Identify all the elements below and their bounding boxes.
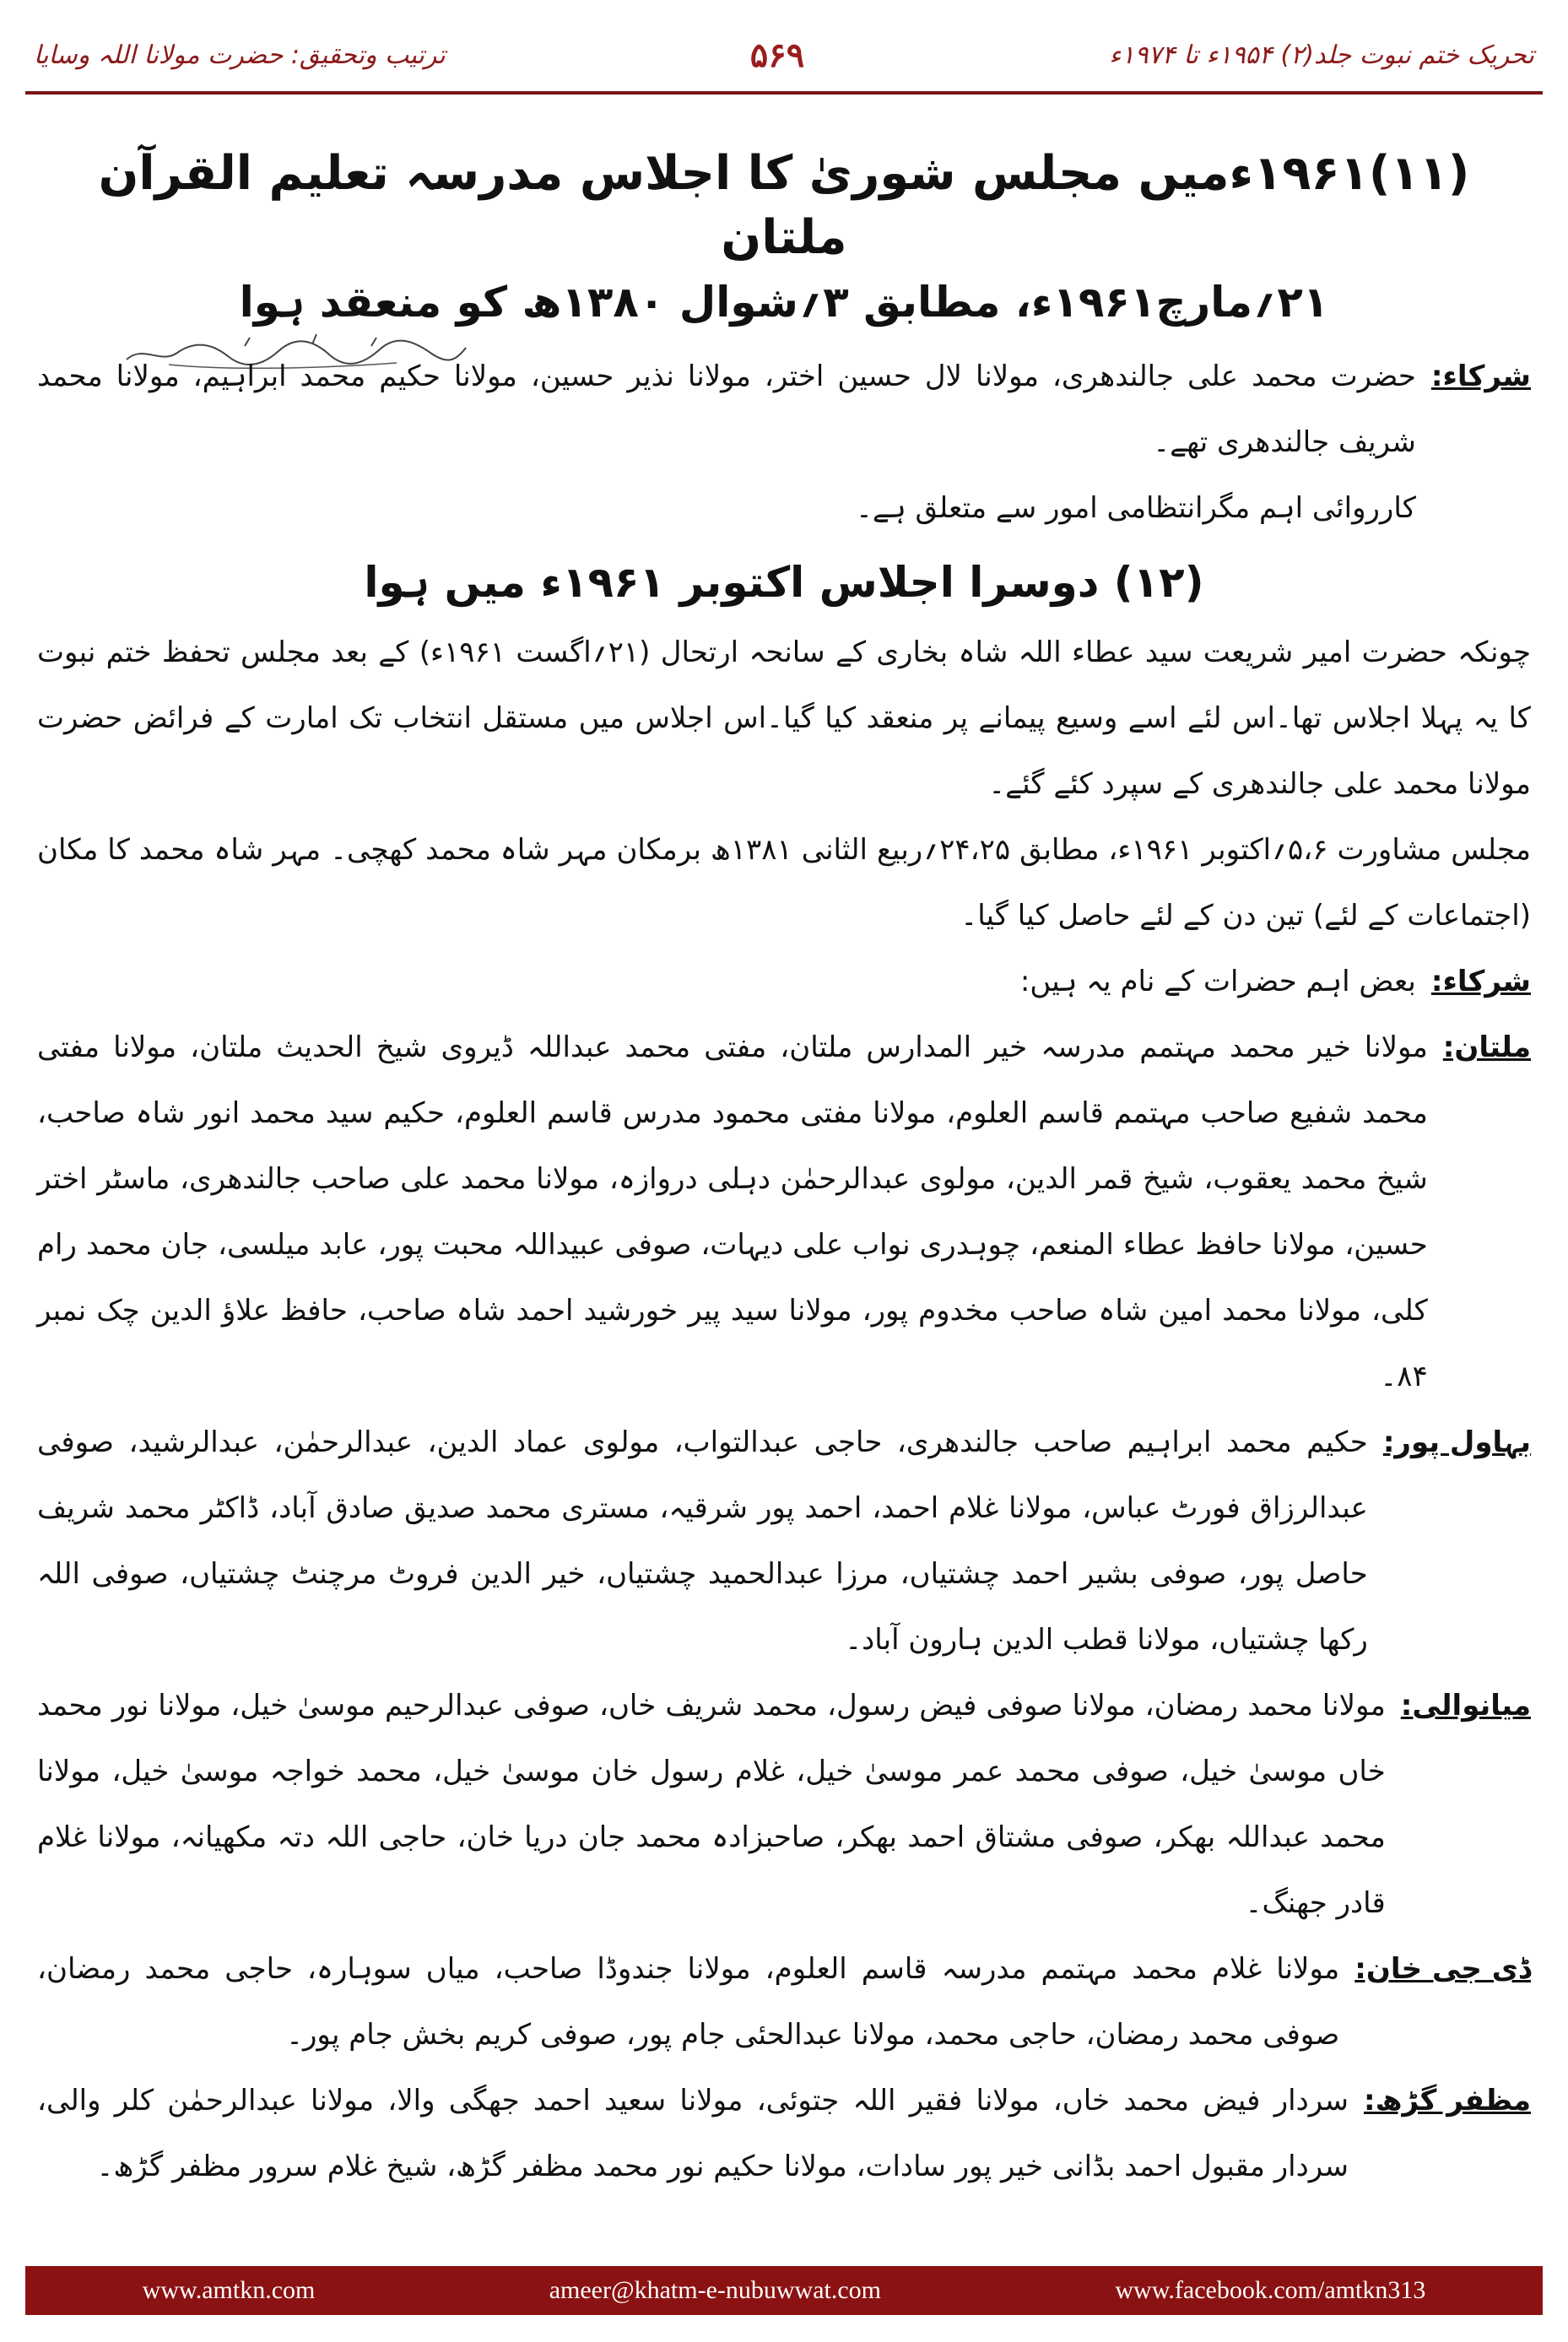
header-divider [25, 91, 1543, 95]
city-label: ڈی جی خان: [1354, 1952, 1531, 1987]
meeting-details-paragraph: مجلس مشاورت ۵،۶؍اکتوبر ۱۹۶۱ء، مطابق ۲۴،۲۵؍ربیع الثانی ۱۳۸۱ھ برمکان مہر شاہ محمد کھچی۔ مہر شاہ محمد کا مکان (اجتماعات کے لئے) تین دن کے لئے حاصل کیا گیا۔ [37, 833, 1531, 933]
page-footer [25, 2266, 1543, 2315]
city-mianwali [37, 1673, 1531, 1936]
section-11-date: ۲۱؍مارچ۱۹۶۱ء، مطابق ۳؍شوال ۱۳۸۰ھ کو منعقد ہوا [239, 278, 1329, 327]
compiler-credit: ترتیب وتحقیق: حضرت مولانا اللہ وسایا [34, 40, 446, 70]
page-number: ۵۶۹ [749, 35, 805, 75]
city-label: بہاول پور: [1382, 1425, 1531, 1460]
city-muzaffargarh [37, 2068, 1531, 2199]
city-names: مولانا محمد رمضان، مولانا صوفی فیض رسول، محمد شریف خاں، صوفی عبدالرحیم موسیٰ خیل، مولانا نور محمد خاں موسیٰ خیل، صوفی محمد عمر موسیٰ خیل، غلام رسول خان موسیٰ خیل، محمد خواجہ موسیٰ خیل، مولانا محمد عبداللہ بھکر، صوفی مشتاق احمد بھکر، صاحبزادہ محمد جان دریا خان، حاجی اللہ دتہ مکھیانہ، مولانا غلام قادر جھنگ۔ [37, 1689, 1386, 1921]
city-label: ملتان: [1442, 1030, 1531, 1065]
participants-label: شرکاء: [1430, 359, 1531, 393]
website-link[interactable]: www.amtkn.com [142, 2276, 316, 2304]
proceedings-note: کارروائی اہم مگرانتظامی امور سے متعلق ہے۔ [855, 490, 1416, 525]
city-label: مظفر گڑھ: [1363, 2084, 1531, 2118]
city-label: میانوالی: [1400, 1689, 1531, 1723]
city-multan [37, 1014, 1531, 1409]
book-title: تحریک ختم نبوت جلد(۲) ۱۹۵۴ء تا ۱۹۷۴ء [1109, 40, 1534, 70]
email-link[interactable]: ameer@khatm-e-nubuwwat.com [549, 2276, 882, 2304]
section-11-heading: (۱۱)۱۹۶۱ءمیں مجلس شوریٰ کا اجلاس مدرسہ تعلیم القرآن ملتان [98, 146, 1470, 265]
city-bahawalpur [37, 1409, 1531, 1673]
participants-section-2 [37, 949, 1531, 1014]
city-names: مولانا غلام محمد مہتمم مدرسہ قاسم العلوم، مولانا جندوڈا صاحب، میاں سوہارہ، حاجی محمد رمضان، صوفی محمد رمضان، حاجی محمد، مولانا عبدالحئی جام پور، صوفی کریم بخش جام پور۔ [37, 1952, 1340, 2053]
participants-intro: بعض اہم حضرات کے نام یہ ہیں: [1019, 965, 1416, 999]
participants-section-1 [37, 343, 1531, 541]
city-names: مولانا خیر محمد مہتمم مدرسہ خیر المدارس ملتان، مفتی محمد عبداللہ ڈیروی شیخ الحدیث ملتان، مولانا مفتی محمد شفیع صاحب مہتمم قاسم العلوم، مولانا مفتی محمود مدرس قاسم العلوم، حکیم سید محمد انور شاہ صاحب، شیخ محمد یعقوب، شیخ قمر الدین، مولوی عبدالرحمٰن دہلی دروازہ، مولانا محمد علی صاحب جالندھری، ماسٹر اختر حسین، مولانا حافظ عطاء المنعم، چوہدری نواب علی دیہات، صوفی عبیداللہ محبت پور، عابد میلسی، جان محمد رام کلی، مولانا محمد امین شاہ صاحب مخدوم پور، مولانا سید پیر خورشید احمد شاہ صاحب، حافظ علاؤ الدین چک نمبر ۸۴۔ [37, 1030, 1428, 1394]
section-12-heading: (۱۲) دوسرا اجلاس اکتوبر ۱۹۶۱ء میں ہوا [364, 557, 1204, 607]
participants-list: حضرت محمد علی جالندھری، مولانا لال حسین اختر، مولانا نذیر حسین، مولانا حکیم محمد ابراہیم، مولانا محمد شریف جالندھری تھے۔ [37, 359, 1416, 459]
page-header [34, 25, 1534, 84]
city-names: سردار فیض محمد خاں، مولانا فقیر اللہ جتوئی، مولانا سعید احمد جھگی والا، مولانا عبدالرحمٰن کلر والی، سردار مقبول احمد بڈانی خیر پور سادات، مولانا حکیم نور محمد مظفر گڑھ، شیخ غلام سرور مظفر گڑھ۔ [37, 2084, 1349, 2184]
page-content [37, 127, 1531, 2241]
intro-paragraph: چونکہ حضرت امیر شریعت سید عطاء اللہ شاہ بخاری کے سانحہ ارتحال (۲۱؍اگست ۱۹۶۱ء) کے بعد مجلس تحفظ ختم نبوت کا یہ پہلا اجلاس تھا۔اس لئے اسے وسیع پیمانے پر منعقد کیا گیا۔اس اجلاس میں مستقل انتخاب تک امارت کے فرائض حضرت مولانا محمد علی جالندھری کے سپرد کئے گئے۔ [37, 636, 1532, 802]
city-dg-khan [37, 1936, 1531, 2068]
city-names: حکیم محمد ابراہیم صاحب جالندھری، حاجی عبدالتواب، مولوی عماد الدین، عبدالرحمٰن، عبدالرشید، صوفی عبدالرزاق فورٹ عباس، مولانا غلام احمد، احمد پور شرقیہ، مستری محمد صدیق صادق آباد، ڈاکٹر محمد شریف حاصل پور، صوفی بشیر احمد چشتیاں، مرزا عبدالحمید چشتیاں، خیر الدین فروٹ مرچنٹ چشتیاں، صوفی اللہ رکھا چشتیاں، مولانا قطب الدین ہارون آباد۔ [37, 1425, 1368, 1658]
facebook-link[interactable]: www.facebook.com/amtkn313 [1115, 2276, 1426, 2304]
participants-label: شرکاء: [1430, 965, 1531, 999]
